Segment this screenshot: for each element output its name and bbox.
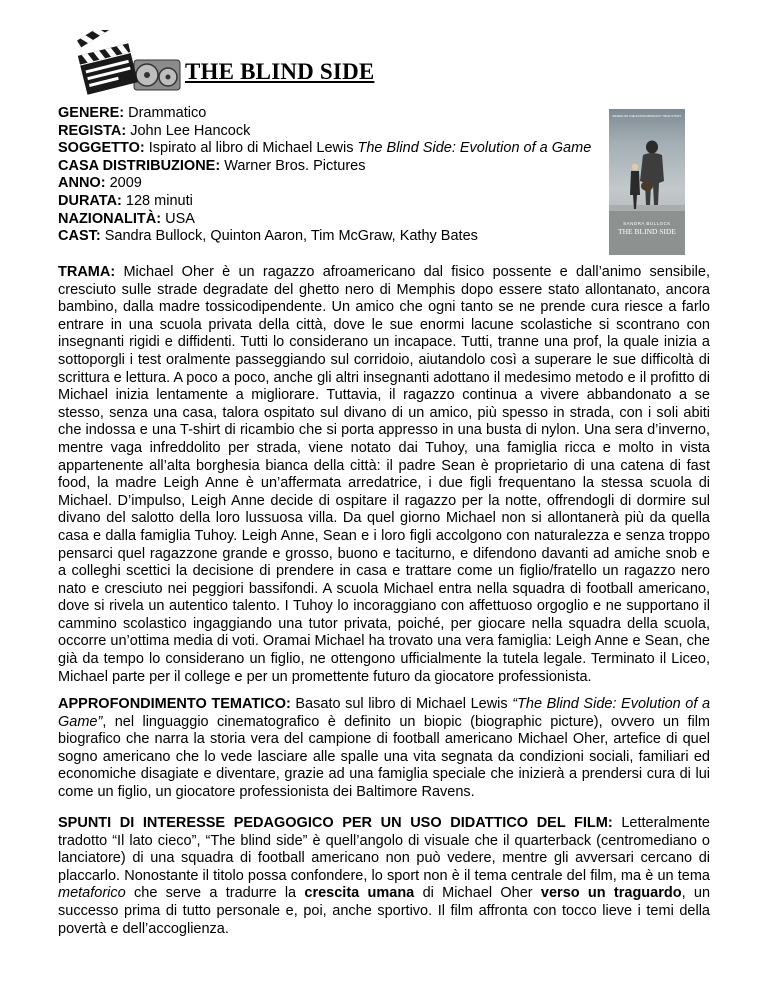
section-label: SPUNTI DI INTERESSE PEDAGOGICO PER UN USO DIDATTICO DEL FILM: (58, 815, 613, 831)
detail-value: John Lee Hancock (130, 122, 251, 139)
emphasis-italic: metaforico (58, 885, 126, 902)
film-reel-icon (134, 60, 180, 90)
detail-value: Warner Bros. Pictures (224, 157, 366, 174)
poster-artwork (609, 109, 685, 255)
detail-regista (58, 123, 598, 141)
detail-value: Ispirato al libro di Michael Lewis (148, 140, 354, 157)
spunti-paragraph (58, 815, 710, 938)
detail-anno (58, 175, 598, 193)
approfondimento-text: Basato sul libro di Michael Lewis (295, 696, 508, 712)
book-title: “The Blind Side: Evolution of a Game” (58, 696, 711, 730)
poster-actor: SANDRA BULLOCK (623, 221, 671, 226)
football-player-figure (640, 141, 664, 206)
poster-tagline: BASED ON THE EXTRAORDINARY TRUE STORY (612, 114, 682, 118)
spunti-text: Letteralmente tradotto “Il lato cieco”, “The blind side” è quell’angolo di visuale che il quarterback (centromediano o lanciatore) di una squadra di football americano non può vedere, mentre gli avversari cercano di placcarlo. Nonostante il titolo possa confondere, lo sport non è il tema centrale del film, ma è un tema (58, 815, 710, 884)
detail-value: USA (165, 210, 195, 227)
detail-label: CASA DISTRIBUZIONE: (58, 157, 221, 174)
detail-value: 2009 (109, 175, 142, 192)
approfondimento-paragraph (58, 696, 710, 802)
detail-label: DURATA: (58, 192, 122, 209)
detail-label: GENERE: (58, 105, 125, 121)
spunti-text: di Michael Oher (422, 885, 533, 902)
detail-label: SOGGETTO: (58, 140, 145, 157)
detail-nazionalita (58, 211, 598, 229)
emphasis-bold: verso un traguardo (540, 885, 682, 902)
emphasis-bold: crescita umana (304, 885, 415, 902)
detail-label: NAZIONALITÀ: (58, 210, 162, 227)
detail-genere (58, 105, 598, 123)
trama-text: Michael Oher è un ragazzo afroamericano dal fisico possente e dall’animo sensibile, cresciuto sulle strade degradate del ghetto nero di Memphis dopo essere stato allontanato, ancora bambino, dalla madre tossicodipendente. Un amico che ogni tanto se ne prende cura riesce a farlo entrare in una scuola privata della città, dove le sue enormi lacune scolastiche si scontrano con insegnanti rigidi e diffidenti. Tutti lo considerano un incapace. Tutti, tranne una prof, la quale inizia a sottoporgli i test oralmente passeggiando sul corridoio, aiutandolo così a superare le sue difficoltà di scrittura e lettura. A poco a poco, anche gli altri insegnanti adottano il medesimo metodo e il profitto di Michael inizia lentamente a migliorare. Tuttavia, il ragazzo continua a vivere abbandonato a se stesso, senza una casa, talora ospitato sul divano di un amico, più spesso in strada, con i soli abiti che indossa e una T-shirt di ricambio che si porta appresso in una busta di nylon. Una sera d’inverno, mentre vaga infreddolito per strada, viene notato dai Tuhoy, una famiglia ricca e molto in vista appartenente all’alta borghesia bianca della città: il padre Sean è proprietario di una catena di fast food, la madre Leigh Anne è un’affermata arredatrice, i due figli frequentano la stessa scuola di Michael. D’impulso, Leigh Anne decide di ospitare il ragazzo per la notte, offrendogli di dormire sul divano del salotto della loro lussuosa villa. Da quel giorno Michael non si allontanerà più da quella casa e dalla famiglia Tuhoy. Leigh Anne, Sean e i loro figli accolgono con naturalezza e senza troppo pensarci quel ragazzone grande e grosso, buono e taciturno, e difendono davanti ad amiche snob e a colleghi scettici la decisione di prendere in casa e trattare come un figlio/fratello un ragazzo nero nato e cresciuto nei peggiori bassifondi. A scuola Michael entra nella squadra di football americano, dove si rivela un autentico talento. I Tuhoy lo incoraggiano con affettuoso orgoglio e ne supportano il cammino scolastico ingaggiando una tutor privata, poiché, per giocare nella squadra della scuola, occorre un’ottima media di voti. Oramai Michael ha trovato una vera famiglia: Leigh Anne e Sean, che già da tempo lo considerano un figlio, ne ottengono ufficialmente la tutela legale. Terminato il Liceo, Michael parte per il college e per un promettente futuro da giocatore professionista. (58, 264, 710, 685)
detail-value: Sandra Bullock, Quinton Aaron, Tim McGraw, Kathy Bates (104, 228, 478, 245)
detail-value: Drammatico (128, 105, 207, 121)
detail-label: CAST: (58, 228, 101, 245)
film-details (58, 105, 598, 246)
woman-figure (630, 164, 640, 209)
poster-title: THE BLIND SIDE (618, 227, 676, 236)
book-title: The Blind Side: Evolution of a Game (357, 140, 592, 157)
detail-soggetto (58, 140, 598, 158)
clapperboard-icon (74, 30, 186, 100)
detail-label: REGISTA: (58, 122, 127, 139)
page-title: THE BLIND SIDE (185, 59, 375, 84)
detail-label: ANNO: (58, 175, 106, 192)
detail-casa-distribuzione (58, 158, 598, 176)
spunti-text: , un successo prima di tutto personale e, poi, anche sportivo. Il film affronta con tocco lieve i temi della povertà e dell’accoglienza. (58, 885, 711, 937)
detail-durata (58, 193, 598, 211)
spunti-text: che serve a tradurre la (134, 885, 297, 902)
trama-paragraph (58, 264, 710, 686)
section-label: TRAMA: (58, 264, 116, 280)
detail-value: 128 minuti (125, 192, 193, 209)
detail-cast (58, 228, 598, 246)
section-label: APPROFONDIMENTO TEMATICO: (58, 696, 291, 712)
movie-poster (609, 109, 685, 255)
approfondimento-text-continued: , nel linguaggio cinematografico è definito un biopic (biographic picture), ovvero un film biografico che narra la storia vera del campione di football americano Michael Oher, artefice di quel sogno americano che lo vede lasciare alle spalle una vita segnata da condizioni sociali, familiari ed economiche disagiate e diventare, grazie ad una famiglia speciale che inizierà a prendersi cura di lui come un figlio, un giocatore professionista dei Baltimore Ravens. (58, 713, 710, 800)
